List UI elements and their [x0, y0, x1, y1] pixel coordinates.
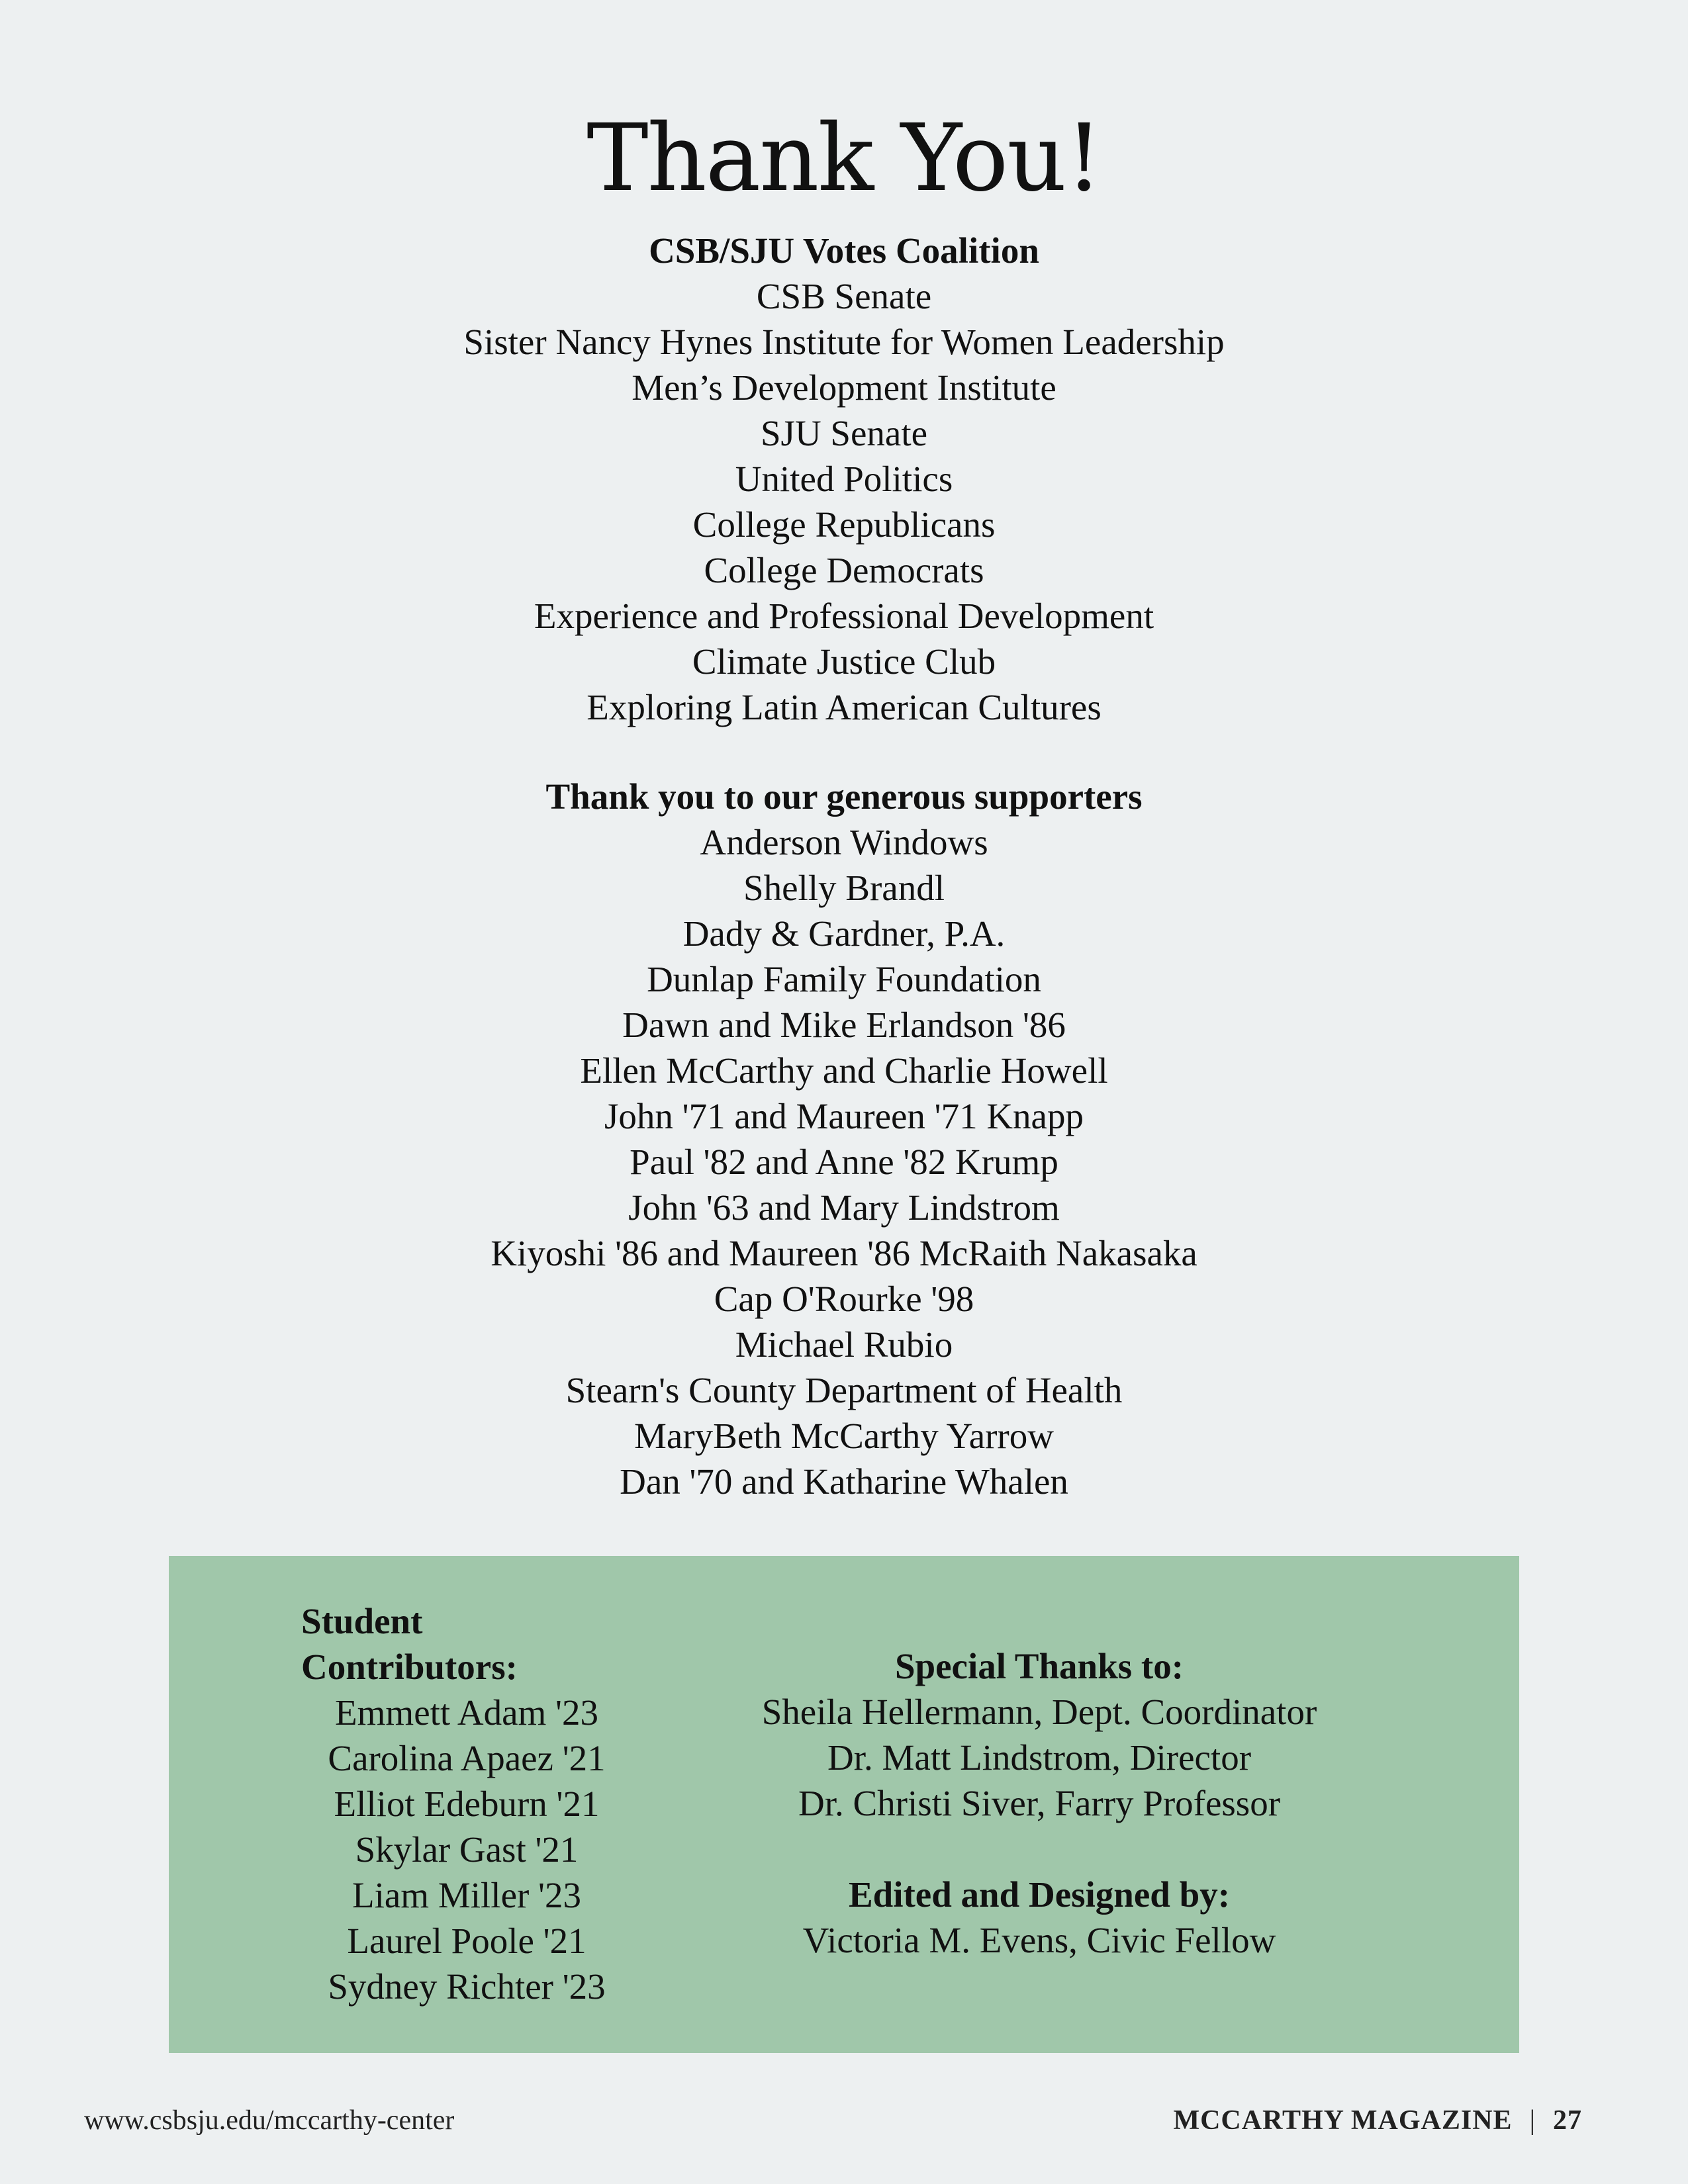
- contributor-item: Sydney Richter '23: [328, 1966, 606, 2007]
- coalition-item: College Republicans: [692, 504, 996, 545]
- supporters-heading: Thank you to our generous supporters: [545, 776, 1143, 817]
- coalition-item: Experience and Professional Development: [534, 596, 1154, 636]
- coalition-item: Sister Nancy Hynes Institute for Women Leadership: [463, 322, 1225, 362]
- contributor-item: Laurel Poole '21: [347, 1921, 586, 1961]
- special-thanks-heading: Special Thanks to:: [894, 1646, 1184, 1686]
- contributor-item: Carolina Apaez '21: [328, 1738, 606, 1778]
- coalition-item: United Politics: [735, 459, 953, 499]
- special-thanks-list: [698, 1643, 1380, 1826]
- supporter-item: Ellen McCarthy and Charlie Howell: [580, 1050, 1108, 1091]
- coalition-item: Exploring Latin American Cultures: [586, 687, 1102, 727]
- student-contributors-heading: Student Contributors:: [301, 1601, 518, 1687]
- supporter-item: MaryBeth McCarthy Yarrow: [634, 1416, 1054, 1456]
- footer-website-link[interactable]: www.csbsju.edu/mccarthy-center: [84, 2105, 455, 2136]
- edited-by-item: Victoria M. Evens, Civic Fellow: [802, 1920, 1276, 1960]
- coalition-heading: CSB/SJU Votes Coalition: [649, 230, 1039, 271]
- supporter-item: Dunlap Family Foundation: [647, 959, 1041, 999]
- supporter-item: Kiyoshi '86 and Maureen '86 McRaith Nakasaka: [491, 1233, 1197, 1273]
- supporter-item: John '63 and Mary Lindstrom: [628, 1187, 1060, 1228]
- coalition-item: College Democrats: [704, 550, 984, 590]
- special-thanks-item: Dr. Christi Siver, Farry Professor: [798, 1783, 1281, 1823]
- contributor-item: Liam Miller '23: [352, 1875, 581, 1915]
- edited-by-list: [698, 1872, 1380, 1963]
- special-thanks-item: Sheila Hellermann, Dept. Coordinator: [761, 1692, 1317, 1732]
- credits-panel: [169, 1556, 1519, 2053]
- supporter-item: John '71 and Maureen '71 Knapp: [604, 1096, 1084, 1136]
- footer-publication: [1173, 2101, 1582, 2140]
- page-number: 27: [1553, 2105, 1582, 2136]
- magazine-name: MCCARTHY MAGAZINE: [1173, 2105, 1513, 2136]
- student-contributors-list: [301, 1598, 632, 2009]
- coalition-item: Men’s Development Institute: [632, 367, 1056, 408]
- supporters-list: [0, 774, 1688, 1504]
- special-thanks-item: Dr. Matt Lindstrom, Director: [827, 1737, 1252, 1778]
- supporter-item: Paul '82 and Anne '82 Krump: [630, 1142, 1058, 1182]
- footer-separator: |: [1529, 2105, 1536, 2136]
- page-title: Thank You!: [586, 105, 1102, 212]
- supporter-item: Cap O'Rourke '98: [714, 1279, 974, 1319]
- coalition-item: Climate Justice Club: [692, 641, 996, 682]
- edited-by-heading: Edited and Designed by:: [848, 1874, 1231, 1915]
- supporter-item: Michael Rubio: [735, 1324, 953, 1365]
- contributor-item: Skylar Gast '21: [355, 1829, 579, 1870]
- supporter-item: Shelly Brandl: [743, 868, 945, 908]
- coalition-item: SJU Senate: [760, 413, 928, 453]
- coalition-item: CSB Senate: [756, 276, 932, 316]
- supporter-item: Dawn and Mike Erlandson '86: [622, 1005, 1066, 1045]
- contributor-item: Emmett Adam '23: [335, 1692, 598, 1733]
- coalition-list: [0, 228, 1688, 730]
- supporter-item: Stearn's County Department of Health: [565, 1370, 1123, 1410]
- supporter-item: Dan '70 and Katharine Whalen: [620, 1461, 1068, 1502]
- supporter-item: Dady & Gardner, P.A.: [682, 913, 1006, 954]
- contributor-item: Elliot Edeburn '21: [334, 1784, 600, 1824]
- supporter-item: Anderson Windows: [700, 822, 988, 862]
